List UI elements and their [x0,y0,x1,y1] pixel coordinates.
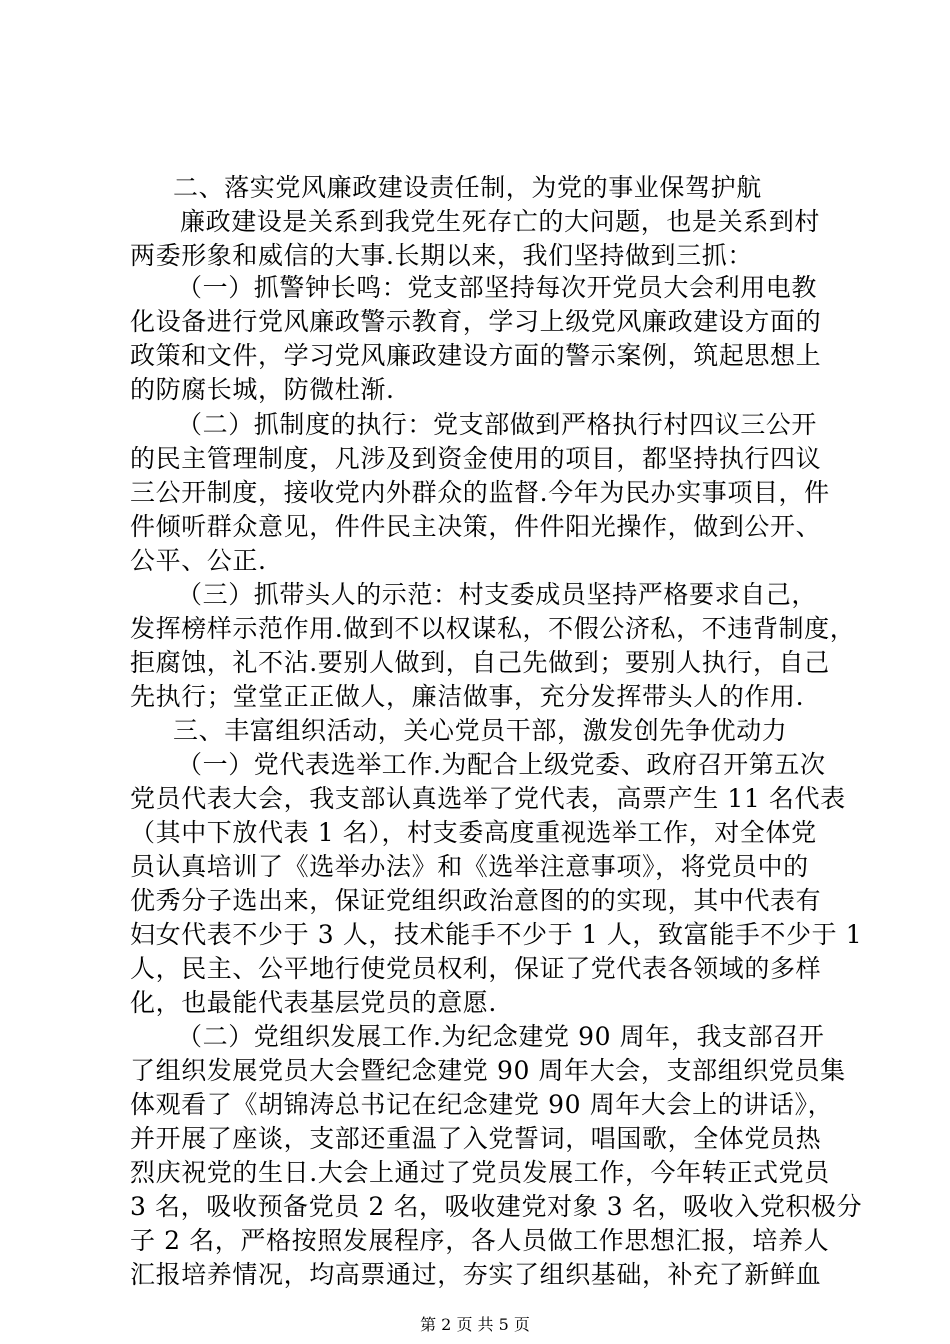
section-heading: 三、丰富组织活动，关心党员干部，激发创先争优动力 [173,716,788,745]
paragraph-line: 先执行；堂堂正正做人，廉洁做事，充分发挥带头人的作用. [130,682,805,711]
paragraph-line: （二）抓制度的执行：党支部做到严格执行村四议三公开 [177,410,818,439]
paragraph-line: 人，民主、公平地行使党员权利，保证了党代表各领域的多样 [130,954,822,983]
paragraph-line: 员认真培训了《选举办法》和《选举注意事项》，将党员中的 [130,852,809,881]
section-heading: 二、落实党风廉政建设责任制，为党的事业保驾护航 [173,173,762,202]
page-footer: 第 2 页 共 5 页 [420,1315,530,1334]
paragraph-line: 发挥榜样示范作用.做到不以权谋私，不假公济私，不违背制度， [130,614,856,643]
paragraph-line: 公平、公正. [130,546,267,575]
paragraph-line: 汇报培养情况，均高票通过，夯实了组织基础，补充了新鲜血 [130,1260,822,1289]
paragraph-line: 烈庆祝党的生日.大会上通过了党员发展工作，今年转正式党员 [130,1158,830,1187]
paragraph-line: （一）党代表选举工作.为配合上级党委、政府召开第五次 [177,750,826,779]
paragraph-line: 的防腐长城，防微杜渐. [130,375,395,404]
paragraph-line: 化设备进行党风廉政警示教育，学习上级党风廉政建设方面的 [130,307,822,336]
paragraph-line: 廉政建设是关系到我党生死存亡的大问题，也是关系到村 [180,207,821,236]
paragraph-line: 的民主管理制度，凡涉及到资金使用的项目，都坚持执行四议 [130,444,822,473]
paragraph-line: 子 2 名，严格按照发展程序，各人员做工作思想汇报，培养人 [130,1226,830,1255]
paragraph-line: 两委形象和威信的大事.长期以来，我们坚持做到三抓： [130,241,753,270]
paragraph-line: 三公开制度，接收党内外群众的监督.今年为民办实事项目，件 [130,478,830,507]
paragraph-line: 拒腐蚀，礼不沾.要别人做到，自己先做到；要别人执行，自己 [130,648,830,677]
paragraph-line: 件倾听群众意见，件件民主决策，件件阳光操作，做到公开、 [130,512,822,541]
paragraph-line: （二）党组织发展工作.为纪念建党 90 周年，我支部召开 [177,1022,825,1051]
paragraph-line: 了组织发展党员大会暨纪念建党 90 周年大会，支部组织党员集 [130,1056,846,1085]
paragraph-line: 3 名，吸收预备党员 2 名，吸收建党对象 3 名，吸收入党积极分 [130,1192,863,1221]
paragraph-line: 体观看了《胡锦涛总书记在纪念建党 90 周年大会上的讲话》， [130,1090,834,1119]
paragraph-line: 妇女代表不少于 3 人，技术能手不少于 1 人，致富能手不少于 1 [130,920,863,949]
paragraph-line: 化，也最能代表基层党员的意愿. [130,988,497,1017]
paragraph-line: （三）抓带头人的示范：村支委成员坚持严格要求自己， [177,580,818,609]
paragraph-line: （一）抓警钟长鸣：党支部坚持每次开党员大会利用电教 [177,273,818,302]
paragraph-line: 优秀分子选出来，保证党组织政治意图的的实现，其中代表有 [130,886,822,915]
paragraph-line: 党员代表大会，我支部认真选举了党代表，高票产生 11 名代表 [130,784,846,813]
paragraph-line: 并开展了座谈，支部还重温了入党誓词，唱国歌，全体党员热 [130,1124,822,1153]
paragraph-line: 政策和文件，学习党风廉政建设方面的警示案例，筑起思想上 [130,341,822,370]
paragraph-line: （其中下放代表 1 名），村支委高度重视选举工作，对全体党 [130,818,817,847]
